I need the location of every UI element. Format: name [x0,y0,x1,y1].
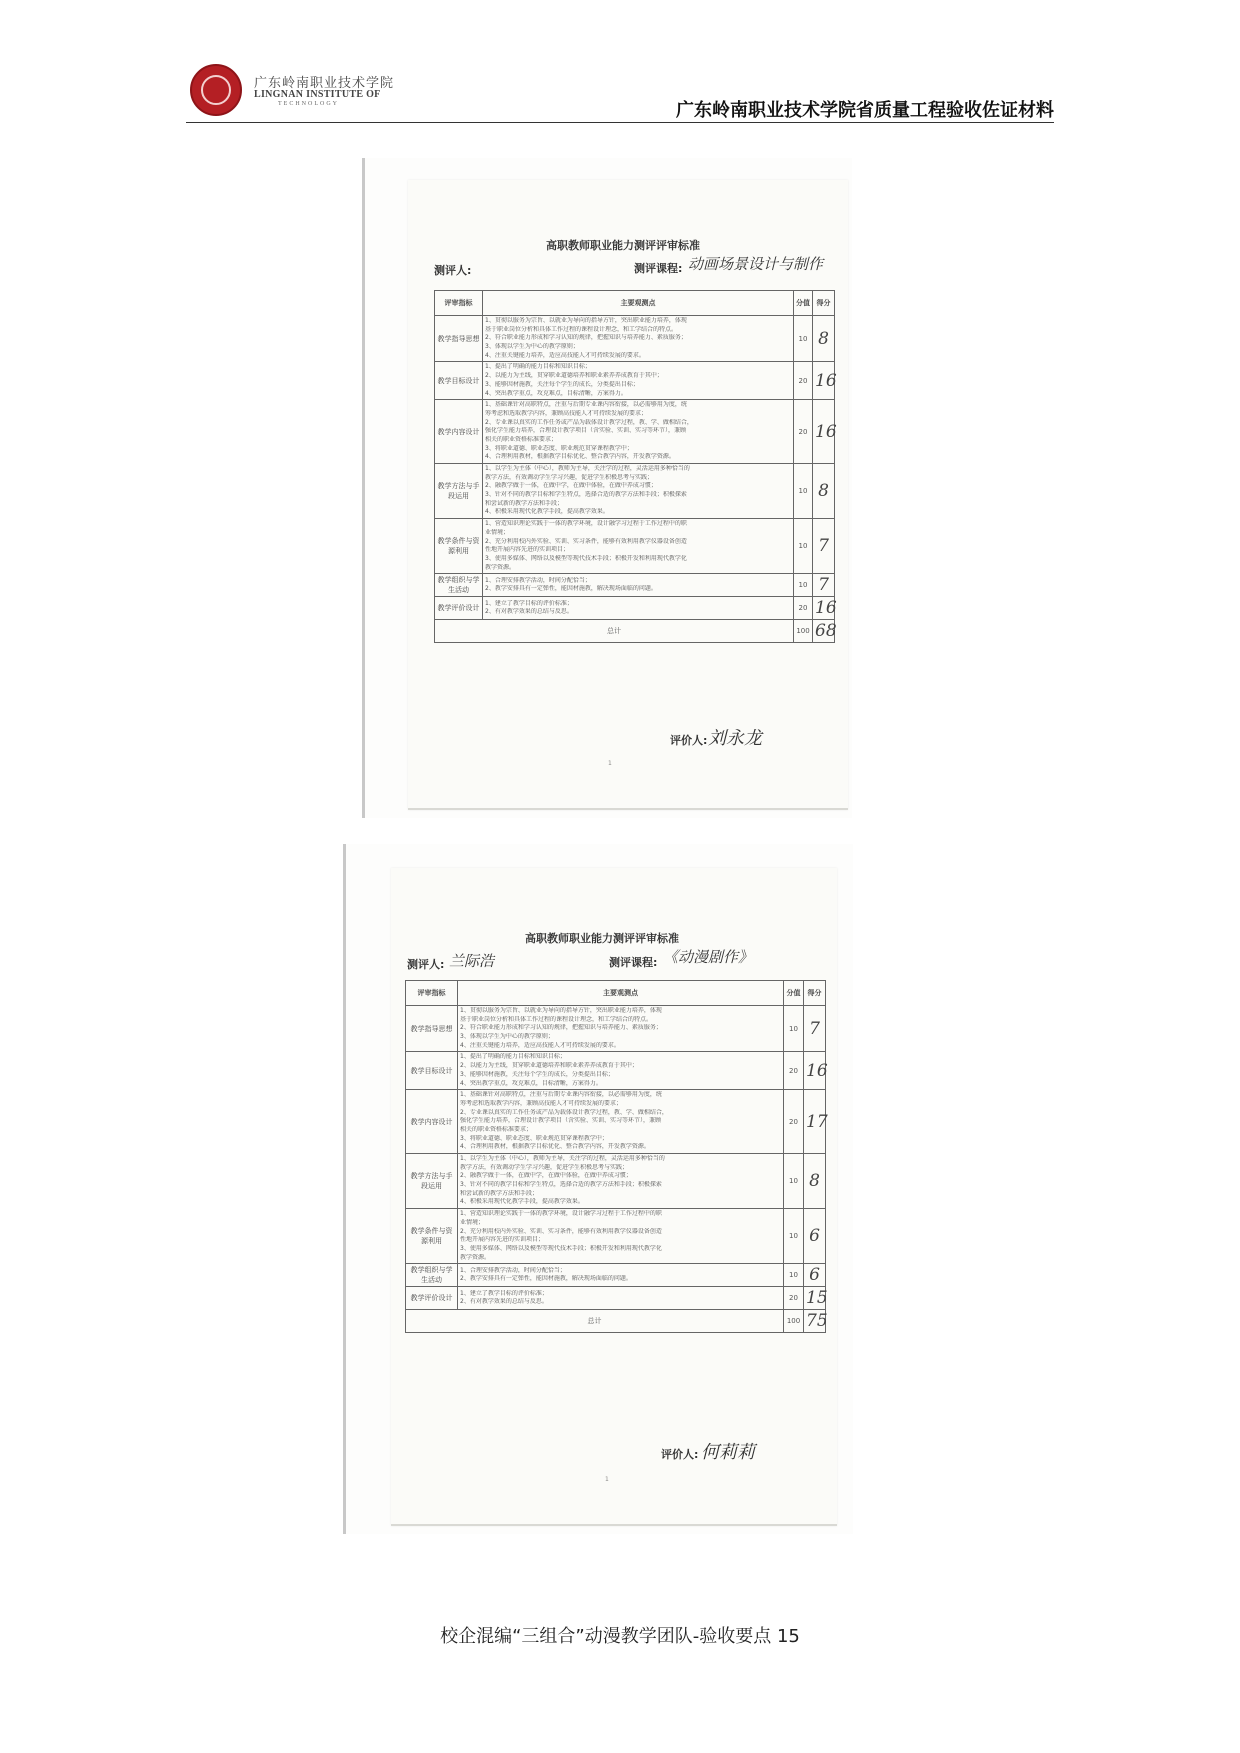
course-label: 测评课程: [634,262,683,275]
given-score-cell: 6 [804,1209,826,1264]
table-row [435,597,835,620]
observation-point: 2、专业课以真实的工作任务或产品为载体设计教学过程，教、学、做相结合， [460,1108,668,1116]
max-score-cell: 10 [784,1154,804,1209]
column-header: 主要观测点 [458,981,784,1006]
observation-point: 4、合理利用教材，根据教学目标优化、整合教学内容，开发教学资源。 [485,453,675,461]
observation-point: 2、以能力为主线，贯穿职业道德培养和职业素养养成教育于其中； [460,1062,638,1070]
reviewer-signature: 刘永龙 [708,728,762,749]
observation-point: 2、有对教学效果的总结与反思。 [460,1298,548,1306]
observation-point: 1、以学生为主体（中心），教师为主导，关注学的过程，灵活运用多种恰当的 [485,465,690,472]
max-score-cell: 20 [784,1287,804,1310]
observation-point: 基于职业岗位分析和具体工作过程的课程设计理念，和工学结合的特点。 [460,1015,653,1023]
school-logo [190,64,242,116]
total-row [406,1310,826,1333]
table-row [435,400,835,464]
observation-point: 4、突出教学重点，攻克难点，目标清晰，方案得力。 [460,1079,602,1087]
observation-point: 1、建立了教学目标的评价标准； [460,1289,548,1297]
observation-point: 教学方法，有效调动学生学习兴趣，促进学生积极思考与实践； [485,473,654,481]
observation-points-cell [483,400,794,464]
max-score-cell: 10 [794,574,813,597]
criterion-cell: 教学评价设计 [406,1287,458,1310]
criterion-cell: 教学指导思想 [435,316,483,362]
criterion-cell: 教学内容设计 [435,400,483,464]
criterion-cell: 教学条件与资源利用 [435,519,483,574]
observation-point: 强化学生能力培养，合理设计教学项目（含实验、实训、实习等环节），兼顾 [485,427,687,435]
course-value: 动画场景设计与制作 [688,255,824,273]
reviewer-label: 评价人: [661,1448,699,1461]
rubric-table [405,980,826,1333]
observation-point: 1、合理安排教学活动，时间分配恰当； [485,576,591,584]
column-header: 得分 [813,291,835,316]
observation-point: 2、符合职业能力形成和学习认知的规律，把握知识与培养能力、素质服务； [485,334,687,342]
given-score-cell: 6 [804,1264,826,1287]
observation-point: 教学资源。 [485,563,516,571]
column-header: 分值 [784,981,804,1006]
observation-points-cell [483,362,794,400]
observation-points-cell [458,1209,784,1264]
observation-point: 2、符合职业能力形成和学习认知的规律，把握知识与培养能力、素质服务； [460,1024,662,1032]
observation-points-cell [483,316,794,362]
scanned-page-1 [362,158,852,818]
observation-point: 3、能够因材施教，关注每个学生的成长，分类提出目标； [460,1070,614,1078]
criterion-cell: 教学方法与手段运用 [406,1154,458,1209]
total-label: 总计 [435,620,794,643]
max-score-cell: 20 [784,1052,804,1090]
table-row [406,1287,826,1310]
observation-point: 教学方法，有效调动学生学习兴趣，促进学生积极思考与实践； [460,1163,629,1171]
observation-point: 3、将职业道德、职业态度、职业规范贯穿课程教学中； [460,1134,608,1142]
observation-point: 1、建立了教学目标的评价标准； [485,599,573,607]
observation-points-cell [458,1006,784,1052]
observation-point: 3、针对不同的教学目标和学生特点，选择合适的教学方法和手段；积极探索 [485,491,687,499]
given-score-cell: 7 [813,519,835,574]
observation-point: 3、针对不同的教学目标和学生特点，选择合适的教学方法和手段；积极探索 [460,1181,662,1189]
observation-points-cell [458,1287,784,1310]
total-label: 总计 [406,1310,784,1333]
observation-point: 1、提出了明确的能力目标和知识目标； [485,363,591,371]
observation-point: 1、基础课针对高职特点，注重与后期专业课内容衔接，以必需够用为度，统 [460,1091,662,1099]
given-score-cell: 7 [804,1006,826,1052]
evaluatee-label: 测评人: [434,264,472,277]
scan-edge [343,844,346,1534]
criterion-cell: 教学目标设计 [435,362,483,400]
observation-point: 1、营造知识理论实践于一体的教学环境，设计融学习过程于工作过程中的职 [485,520,687,528]
column-header: 评审指标 [406,981,458,1006]
max-score-cell: 20 [794,362,813,400]
observation-point: 2、以能力为主线，贯穿职业道德培养和职业素养养成教育于其中； [485,372,663,380]
table-row [435,519,835,574]
observation-point: 4、突出教学重点，攻克难点，目标清晰，方案得力。 [485,389,627,397]
observation-point: 筹考虑和选取教学内容，兼顾高技能人才可持续发展的要求； [460,1099,623,1107]
evaluation-form-2 [391,868,837,1526]
observation-point: 3、将职业道德、职业态度、职业规范贯穿课程教学中； [485,444,633,452]
given-score-cell: 8 [813,316,835,362]
observation-point: 3、使用多媒体、网络以及模型等现代技术手段；积极开发和利用现代教学化 [460,1244,662,1252]
observation-point: 2、有对教学效果的总结与反思。 [485,608,573,616]
observation-point: 2、专业课以真实的工作任务或产品为载体设计教学过程，教、学、做相结合， [485,418,693,426]
observation-points-cell [458,1154,784,1209]
table-row [406,1154,826,1209]
criterion-cell: 教学条件与资源利用 [406,1209,458,1264]
given-score-cell: 16 [813,362,835,400]
observation-point: 2、教学安排具有一定弹性，能因材施教，解决现场面临的问题。 [485,585,657,593]
table-row [435,362,835,400]
total-given-score: 75 [804,1310,826,1333]
table-row [406,1006,826,1052]
table-header-row [406,981,826,1006]
max-score-cell: 10 [784,1209,804,1264]
max-score-cell: 10 [794,519,813,574]
observation-point: 1、合理安排教学活动，时间分配恰当； [460,1266,566,1274]
observation-point: 1、贯彻以服务为宗旨、以就业为导向的指导方针，突出职业能力培养，体现 [460,1007,662,1014]
header-divider [186,122,1054,123]
observation-point: 强化学生能力培养，合理设计教学项目（含实验、实训、实习等环节），兼顾 [460,1117,662,1125]
observation-points-cell [458,1090,784,1154]
observation-points-cell [458,1052,784,1090]
max-score-cell: 20 [794,400,813,464]
scan-edge [362,158,365,818]
given-score-cell: 16 [813,400,835,464]
max-score-cell: 10 [794,316,813,362]
observation-point: 业情境； [485,528,510,536]
evaluatee-value: 兰际浩 [449,952,495,970]
table-row [406,1090,826,1154]
criterion-cell: 教学评价设计 [435,597,483,620]
criterion-cell: 教学组织与学生活动 [435,574,483,597]
observation-point: 1、提出了明确的能力目标和知识目标； [460,1053,566,1061]
observation-point: 3、体现以学生为中心的教学原则； [460,1033,554,1041]
max-score-cell: 10 [784,1264,804,1287]
total-given-score: 68 [813,620,835,643]
reviewer-label: 评价人: [670,734,708,747]
given-score-cell: 16 [804,1052,826,1090]
document-header-title: 广东岭南职业技术学院省质量工程验收佐证材料 [676,100,1054,121]
table-row [435,464,835,519]
table-header-row [435,291,835,316]
page-footer: 校企混编“三组合”动漫教学团队-验收要点 15 [440,1626,800,1647]
max-score-cell: 10 [784,1006,804,1052]
observation-point: 2、充分利用校内外实验、实训、实习条件，能够有效利用教学仪器设备创造 [485,537,687,545]
table-row [406,1264,826,1287]
criterion-cell: 教学组织与学生活动 [406,1264,458,1287]
observation-point: 4、积极采用现代化教学手段，提高教学效果。 [460,1198,584,1206]
given-score-cell: 16 [813,597,835,620]
total-max-score: 100 [784,1310,804,1333]
criterion-cell: 教学目标设计 [406,1052,458,1090]
course-label: 测评课程: [609,956,658,969]
observation-point: 相关的职业资格标准要求； [485,435,558,443]
given-score-cell: 15 [804,1287,826,1310]
page-number: 1 [608,760,612,767]
observation-point: 4、注重关键能力培养，适应高技能人才可持续发展的要求。 [460,1041,620,1049]
course-value: 《动漫剧作》 [663,948,754,966]
observation-point: 教学资源。 [460,1253,491,1261]
table-row [435,574,835,597]
observation-points-cell [483,464,794,519]
rubric-table [434,290,835,643]
observation-points-cell [483,519,794,574]
observation-points-cell [458,1264,784,1287]
criterion-cell: 教学方法与手段运用 [435,464,483,519]
observation-point: 业情境； [460,1218,485,1226]
observation-point: 性地开展内容先进的实训项目； [460,1236,545,1244]
table-row [406,1052,826,1090]
column-header: 评审指标 [435,291,483,316]
observation-point: 性地开展内容先进的实训项目； [485,546,570,554]
observation-point: 4、积极采用现代化教学手段，提高教学效果。 [485,508,609,516]
column-header: 得分 [804,981,826,1006]
school-name-cn: 广东岭南职业技术学院 [254,76,395,91]
criterion-cell: 教学指导思想 [406,1006,458,1052]
criterion-cell: 教学内容设计 [406,1090,458,1154]
observation-point: 3、体现以学生为中心的教学原则； [485,343,579,351]
school-name-en-2: TECHNOLOGY [278,101,339,107]
observation-point: 4、合理利用教材，根据教学目标优化、整合教学内容，开发教学资源。 [460,1143,650,1151]
observation-points-cell [483,574,794,597]
observation-point: 3、使用多媒体、网络以及模型等现代技术手段；积极开发和利用现代教学化 [485,554,687,562]
reviewer-signature: 何莉莉 [701,1442,755,1463]
observation-point: 2、融教学做于一体，在做中学，在做中体验，在做中养成习惯； [460,1172,632,1180]
table-row [435,316,835,362]
observation-point: 和尝试新的教学方法和手段； [485,499,564,507]
column-header: 分值 [794,291,813,316]
given-score-cell: 8 [804,1154,826,1209]
observation-point: 4、注重关键能力培养，适应高技能人才可持续发展的要求。 [485,351,645,359]
given-score-cell: 17 [804,1090,826,1154]
given-score-cell: 8 [813,464,835,519]
observation-points-cell [483,597,794,620]
observation-point: 1、以学生为主体（中心），教师为主导，关注学的过程，灵活运用多种恰当的 [460,1155,665,1162]
observation-point: 相关的职业资格标准要求； [460,1125,533,1133]
max-score-cell: 20 [784,1090,804,1154]
scanned-page-2 [343,844,853,1534]
observation-point: 1、贯彻以服务为宗旨、以就业为导向的指导方针，突出职业能力培养，体现 [485,317,687,324]
form-title: 高职教师职业能力测评评审标准 [546,239,700,252]
column-header: 主要观测点 [483,291,794,316]
table-row [406,1209,826,1264]
evaluatee-label: 测评人: [407,958,445,971]
total-max-score: 100 [794,620,813,643]
evaluation-form-1 [408,180,848,810]
observation-point: 3、能够因材施教，关注每个学生的成长，分类提出目标； [485,380,639,388]
form-title: 高职教师职业能力测评评审标准 [525,932,679,945]
observation-point: 基于职业岗位分析和具体工作过程的课程设计理念，和工学结合的特点。 [485,325,678,333]
max-score-cell: 20 [794,597,813,620]
observation-point: 2、教学安排具有一定弹性，能因材施教，解决现场面临的问题。 [460,1275,632,1283]
observation-point: 1、基础课针对高职特点，注重与后期专业课内容衔接，以必需够用为度，统 [485,401,687,409]
school-name-en: LINGNAN INSTITUTE OF [254,89,381,100]
observation-point: 2、融教学做于一体，在做中学，在做中体验，在做中养成习惯； [485,482,657,490]
observation-point: 和尝试新的教学方法和手段； [460,1189,539,1197]
total-row [435,620,835,643]
observation-point: 1、营造知识理论实践于一体的教学环境，设计融学习过程于工作过程中的职 [460,1210,662,1218]
given-score-cell: 7 [813,574,835,597]
observation-point: 2、充分利用校内外实验、实训、实习条件，能够有效利用教学仪器设备创造 [460,1227,662,1235]
page-number: 1 [605,1476,609,1483]
observation-point: 筹考虑和选取教学内容，兼顾高技能人才可持续发展的要求； [485,409,648,417]
max-score-cell: 10 [794,464,813,519]
